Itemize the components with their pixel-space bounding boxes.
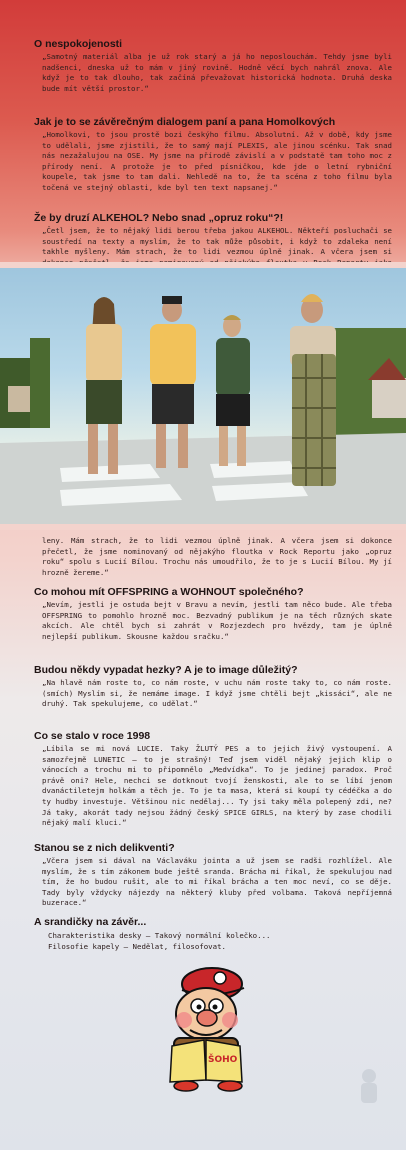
list-item: Filosofie kapely – Nedělat, filosofovat. (48, 942, 226, 951)
section-alkehol-continued (42, 536, 392, 578)
section-title: Jak je to se závěrečným dialogem paní a pana Homolkových (34, 116, 336, 128)
section-homolkovi (34, 116, 392, 194)
section-text: „Samotný materiál alba je už rok starý a já ho neposlouchám. Tehdy jsme byli nadšenci, dneska už to mám v jiný rovině. Hodně věcí bych nahrál znova. Ale když je to tak dlouho, tak začíná převažovat historická hodnota. Druhá deska bude mít větší prostor.“ (42, 52, 392, 93)
section-text: „Nevím, jestli je ostuda bejt v Bravu a nevím, jestli tam něco bude. Ale třeba OFFSPRING to pomohlo hrozně moc. Bezvadný publikum je na těch různých skate akcích. Ale chtěl bych si zahrát v Rozjezdech pro hvězdy, tam je úplně nejlepší publikum. Skousne každou sračku.“ (42, 600, 392, 641)
section-text: „Četl jsem, že to nějaký lidi berou třeba jakou ALKEHOL. Někteří posluchači se soustředí na texty a myslím, že to tak může působit, i když to zdaleka není takhle myšleny. Mám strach, že to lidi vezmou úplně jinak. A včera jsem si (42, 226, 392, 257)
mascot-sign-text: ŠOHO (208, 1055, 238, 1065)
fun-list (48, 930, 392, 952)
section-text: „Na hlavě nám roste to, co nám roste, v uchu nám roste taky to, co nám roste. (smích) Myslím si, že nemáme image. I když jsme chtěli bejt „kissáci“, ale ne druhý. Tak spekulujeme, co udělat.“ (42, 678, 392, 709)
section-title: Budou někdy vypadat hezky? A je to image důležitý? (34, 664, 298, 676)
decorative-figure-icon (354, 1066, 384, 1106)
section-title: Co mohou mít OFFSPRING a WOHNOUT společného? (34, 586, 304, 598)
section-title: Co se stalo v roce 1998 (34, 730, 151, 742)
section-text: „Líbila se mi nová LUCIE. Taky ŽLUTÝ PES a to jejich živý vystoupení. A samozřejmě LUNETIC – to je strašný! Teď jsem viděl nějaký jejich klip o vánocích a trochu mi to připomnělo „Medvídka“. To je jedinej paradox. Proč právě oni? Hele, nechci se dotknout tvojí ženskosti, ale to se líbí jenom dvanáctiletejm holkám a těch je. To je ta masa, která si koupí ty cédéčka a do ty hudby investuje. Většinou nic nedělaj... Ty jsi taky měla polepený zdi, ne? Já taky, akorát tady nejsou žádný český SPICE GIRLS, na který by zase chodili nějaký malí kluci.“ (42, 744, 392, 828)
band-photo-illustration (0, 268, 406, 524)
section-delikventi (34, 842, 392, 909)
section-title: O nespokojenosti (34, 38, 123, 50)
list-item: Charakteristika desky – Takový normální kolečko... (48, 931, 271, 940)
section-alkehol (34, 212, 392, 257)
section-title: Že by druzí ALKEHOL? Nebo snad „opruz roku“?! (34, 212, 284, 224)
mascot-illustration (150, 962, 260, 1092)
section-1998 (34, 730, 392, 829)
section-text: „Včera jsem si dával na Václaváku jointa a už jsem se radši rozhlížel. Ale myslím, že s tím zákonem bude ještě sranda. Brácha mi říkal, že spekulujou nad tím, že ho budou rušit, ale to mi říkal brácha a ten moc neví, co se děje. Tady byly vždycky nájezdy na některý kluby před volbama. Taková nepříjemná buzerace.“ (42, 856, 392, 908)
section-image (34, 664, 392, 710)
section-title: Stanou se z nich delikventi? (34, 842, 175, 854)
section-title: A srandičky na závěr... (34, 916, 147, 928)
section-text: „Homolkovi, to jsou prostě bozi českýho filmu. Absolutní. Až v době, kdy jsme to udělali, jsme zjistili, že to samý mají PLEXIS, ale jinou scénku. Tak snad nás nezažalujou na OSE. My jsme na přírodě závislí a v podstatě tam toho moc z přírody není. A protože je to před písničkou, kde jde o letní rybniční koupele, tak jsme to tam dali. Nehledě na to, že ta scéna z toho filmu byla točená ve stejný oblasti, kde byl ten text napsanej.“ (42, 130, 392, 192)
section-offspring (34, 586, 392, 642)
section-nespokojenost (34, 38, 392, 94)
band-photo (0, 262, 406, 530)
section-srandicky (34, 916, 392, 952)
section-text-continued: leny. Mám strach, že to lidi vezmou úplně jinak. A včera jsem si dokonce přečetl, že jsme nominovaný od nějakýho floutka v Rock Reportu jako „opruz roku“ spolu s Lucií Bílou. Trochu nás umoudřilo, že to je s Lucií Bílou. My jí hrozně žereme.“ (42, 536, 392, 577)
